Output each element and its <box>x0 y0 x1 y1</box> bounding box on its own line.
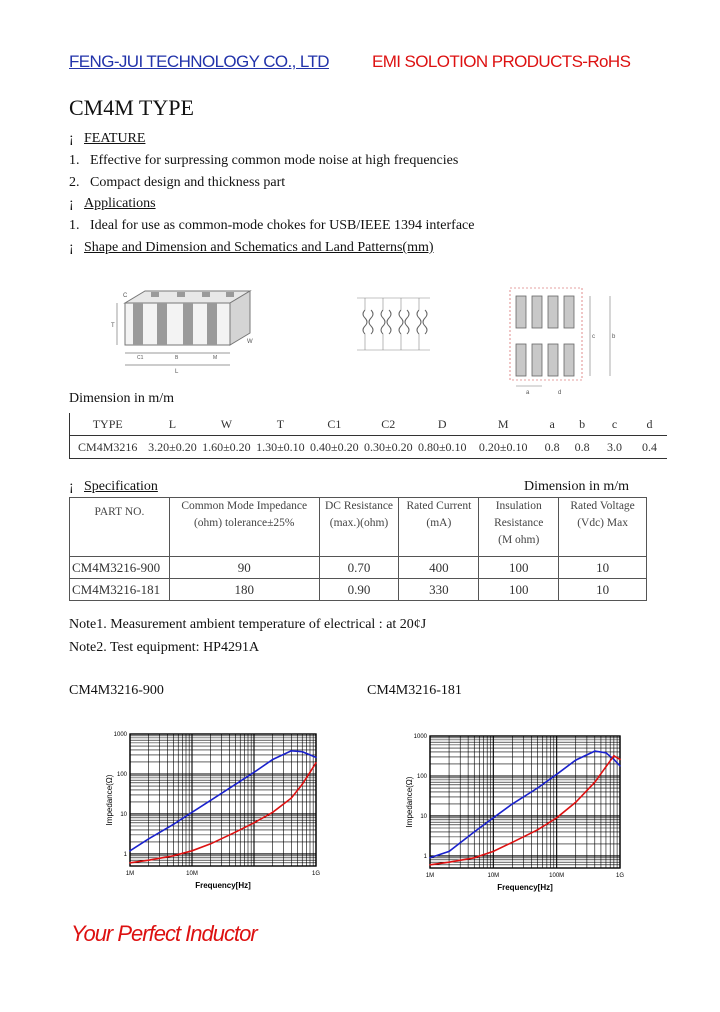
page-title: CM4M TYPE <box>69 95 194 120</box>
feature-item <box>69 153 458 169</box>
dimension-caption: Dimension in m/m <box>69 391 174 406</box>
dim-value-cell: 0.4 <box>632 436 667 459</box>
spec-cell: 90 <box>169 557 319 579</box>
specification-heading: Specification <box>84 479 158 494</box>
data-point <box>448 851 450 853</box>
data-point <box>173 855 175 857</box>
chart-2-title: CM4M3216-181 <box>367 683 462 698</box>
dim-value-cell: 0.20±0.10 <box>469 436 537 459</box>
bullet-mark: ¡ <box>69 479 74 494</box>
header-line: Rated Current <box>406 500 472 512</box>
data-point <box>613 759 615 761</box>
data-point <box>429 864 431 866</box>
header-line: (M ohm) <box>498 534 540 546</box>
y-tick-label: 100 <box>416 773 427 780</box>
feature-heading: FEATURE <box>84 131 146 146</box>
header-line: Rated Voltage <box>570 500 635 512</box>
applications-heading: Applications <box>84 196 156 211</box>
data-point <box>309 772 311 774</box>
label-b: B <box>175 355 179 361</box>
label-w: W <box>247 339 253 345</box>
spec-header-dcr <box>319 498 399 557</box>
y-tick-label: 100 <box>116 771 127 778</box>
product-line: EMI SOLOTION PRODUCTS-RoHS <box>372 52 631 71</box>
item-text: Compact design and thickness part <box>90 175 286 190</box>
data-point <box>301 751 303 753</box>
dim-header-cell: d <box>632 413 667 436</box>
bullet-mark: ¡ <box>69 131 74 146</box>
y-tick-label: 1 <box>123 851 127 858</box>
data-point <box>253 822 255 824</box>
header-line: Common Mode Impedance <box>181 500 308 512</box>
data-point <box>191 812 193 814</box>
data-point <box>619 765 621 767</box>
dim-value-cell: 0.30±0.20 <box>361 436 415 459</box>
label-l: L <box>175 369 179 375</box>
dimension-value-row <box>70 436 668 459</box>
data-point <box>512 841 514 843</box>
header-line: DC Resistance <box>325 500 394 512</box>
plot-frame <box>430 736 620 868</box>
header-line: (Vdc) Max <box>577 517 628 529</box>
y-tick-label: 1 <box>423 853 427 860</box>
x-tick-label: 100M <box>549 873 565 879</box>
data-point <box>148 859 150 861</box>
data-point <box>448 861 450 863</box>
data-point <box>619 759 621 761</box>
data-point <box>191 850 193 852</box>
chart-1-title: CM4M3216-900 <box>69 683 164 698</box>
spec-cell-part: CM4M3216-900 <box>70 557 170 579</box>
x-tick-label: 10M <box>186 871 198 877</box>
feature-item <box>69 175 285 191</box>
shape-drawing <box>105 285 265 380</box>
spec-cell: 400 <box>399 557 479 579</box>
shape-heading: Shape and Dimension and Schematics and Land Patterns(mm) <box>84 240 434 255</box>
header-line: (max.)(ohm) <box>329 517 389 529</box>
spec-header-current <box>399 498 479 557</box>
data-point <box>253 772 255 774</box>
spec-cell: 10 <box>559 557 647 579</box>
feature-heading-line <box>69 131 145 147</box>
x-axis-label: Frequency[Hz] <box>195 881 251 890</box>
dim-header-cell: W <box>199 413 253 436</box>
item-number: 1. <box>69 218 80 233</box>
data-point <box>537 829 539 831</box>
spec-cell-part: CM4M3216-181 <box>70 579 170 601</box>
dim-header-cell: M <box>469 413 537 436</box>
spec-cell: 100 <box>479 579 559 601</box>
data-point <box>429 857 431 859</box>
label-c: C <box>123 293 128 299</box>
data-point <box>493 851 495 853</box>
specification-heading-line <box>69 479 158 495</box>
label-pc: c <box>592 334 595 340</box>
spec-cell: 0.70 <box>319 557 399 579</box>
dim-header-cell: C1 <box>307 413 361 436</box>
data-point <box>556 774 558 776</box>
impedance-chart-181 <box>398 730 634 902</box>
data-point <box>210 843 212 845</box>
dim-value-cell: 1.30±0.10 <box>253 436 307 459</box>
shape-heading-line <box>69 240 434 256</box>
data-point <box>210 799 212 801</box>
dim-header-cell: TYPE <box>70 413 146 436</box>
label-pb: b <box>612 334 616 340</box>
spec-header-part: PART NO. <box>70 498 170 557</box>
spec-header-impedance <box>169 498 319 557</box>
data-point <box>272 759 274 761</box>
spec-cell: 0.90 <box>319 579 399 601</box>
y-axis-label: Impedance(Ω) <box>105 774 114 826</box>
land-pattern-drawing <box>500 282 630 400</box>
data-point <box>315 757 317 759</box>
data-point <box>235 784 237 786</box>
spec-cell: 100 <box>479 557 559 579</box>
dim-value-cell: 0.80±0.10 <box>415 436 469 459</box>
x-tick-label: 1M <box>125 871 135 877</box>
data-point <box>309 754 311 756</box>
data-point <box>315 762 317 764</box>
data-point <box>605 752 607 754</box>
dim-header-cell: a <box>537 413 567 436</box>
data-point <box>605 766 607 768</box>
y-tick-label: 10 <box>420 813 427 820</box>
spec-cell: 10 <box>559 579 647 601</box>
impedance-chart-900 <box>98 728 330 900</box>
applications-heading-line <box>69 196 156 212</box>
specification-table <box>69 497 647 601</box>
dim-value-cell: 0.8 <box>537 436 567 459</box>
data-point <box>493 817 495 819</box>
spec-header-insulation <box>479 498 559 557</box>
data-point <box>575 801 577 803</box>
dim-value-cell: 0.40±0.20 <box>307 436 361 459</box>
bullet-mark: ¡ <box>69 240 74 255</box>
x-tick-label: 1G <box>615 873 625 879</box>
spec-header-row <box>70 498 647 557</box>
label-m: M <box>213 355 218 361</box>
header-line: Insulation <box>495 500 542 512</box>
label-pa: a <box>526 390 530 396</box>
slogan: Your Perfect Inductor <box>71 921 257 946</box>
data-point <box>235 831 237 833</box>
spec-row <box>70 557 647 579</box>
company-name: FENG-JUI TECHNOLOGY CO., LTD <box>69 52 329 71</box>
dim-header-cell: L <box>145 413 199 436</box>
data-point <box>594 781 596 783</box>
data-point <box>148 838 150 840</box>
spec-cell: 330 <box>399 579 479 601</box>
spec-header-voltage <box>559 498 647 557</box>
data-point <box>575 759 577 761</box>
data-point <box>173 824 175 826</box>
dim-header-cell: D <box>415 413 469 436</box>
data-point <box>473 857 475 859</box>
spec-cell: 180 <box>169 579 319 601</box>
spec-unit-note: Dimension in m/m <box>524 479 629 494</box>
bullet-mark: ¡ <box>69 196 74 211</box>
dim-value-cell: 3.20±0.20 <box>145 436 199 459</box>
data-point <box>537 787 539 789</box>
note-2: Note2. Test equipment: HP4291A <box>69 640 260 655</box>
data-point <box>594 750 596 752</box>
data-point <box>613 755 615 757</box>
y-tick-label: 1000 <box>113 732 127 738</box>
dim-value-cell: 1.60±0.20 <box>199 436 253 459</box>
dim-header-cell: b <box>567 413 597 436</box>
y-tick-label: 1000 <box>413 734 427 740</box>
x-tick-label: 10M <box>487 873 500 879</box>
item-number: 2. <box>69 175 80 190</box>
application-item <box>69 218 475 234</box>
header-line: (mA) <box>426 517 452 529</box>
note-1: Note1. Measurement ambient temperature of electrical : at 20¢J <box>69 617 427 632</box>
y-axis-label: Impedance(Ω) <box>405 776 414 828</box>
label-c1: C1 <box>137 355 144 361</box>
dim-header-cell: c <box>597 413 632 436</box>
item-number: 1. <box>69 153 80 168</box>
x-axis-label: Frequency[Hz] <box>497 883 553 892</box>
label-t: T <box>111 323 115 329</box>
dimension-header-row <box>70 413 668 436</box>
spec-row <box>70 579 647 601</box>
data-point <box>556 817 558 819</box>
header-line: (ohm) tolerance±25% <box>193 517 295 529</box>
data-point <box>291 797 293 799</box>
y-tick-label: 10 <box>120 811 127 818</box>
schematic-drawing <box>355 290 435 365</box>
header-line: Resistance <box>494 517 544 529</box>
dim-value-cell: 3.0 <box>597 436 632 459</box>
x-tick-label: 1G <box>311 871 321 877</box>
dim-header-cell: T <box>253 413 307 436</box>
dim-value-cell: 0.8 <box>567 436 597 459</box>
dimension-table <box>69 413 667 459</box>
dim-value-cell: CM4M3216 <box>70 436 146 459</box>
data-point <box>512 803 514 805</box>
x-tick-label: 1M <box>425 873 435 879</box>
data-point <box>129 862 131 864</box>
item-text: Effective for surpressing common mode noise at high frequencies <box>90 153 459 168</box>
item-text: Ideal for use as common-mode chokes for USB/IEEE 1394 interface <box>90 218 475 233</box>
data-point <box>129 850 131 852</box>
dim-header-cell: C2 <box>361 413 415 436</box>
data-point <box>301 784 303 786</box>
data-point <box>473 831 475 833</box>
data-point <box>291 750 293 752</box>
label-pd: d <box>558 390 562 396</box>
data-point <box>272 812 274 814</box>
